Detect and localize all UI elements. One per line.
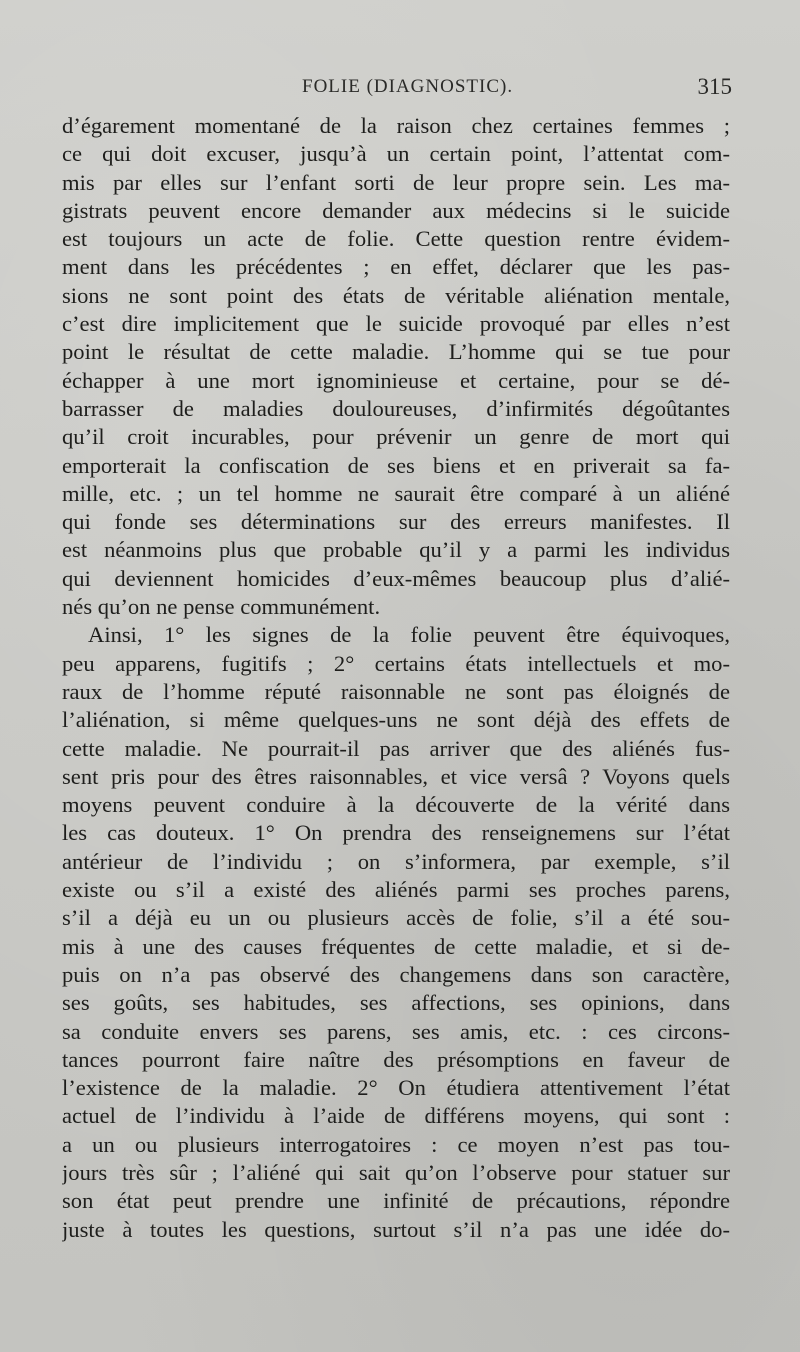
text-line: l’aliénation, si même quelques-uns ne sont déjà des effets de <box>62 707 730 733</box>
text-line: cette maladie. Ne pourrait-il pas arriver que des aliénés fus- <box>62 735 730 761</box>
paragraph-first-line: Ainsi, 1° les signes de la folie peuvent être équivoques, <box>88 622 730 648</box>
body-text <box>62 112 730 1244</box>
text-line: actuel de l’individu à l’aide de différens moyens, qui sont : <box>62 1103 730 1129</box>
text-line: mis à une des causes fréquentes de cette maladie, et si de- <box>62 933 730 959</box>
text-line: s’il a déjà eu un ou plusieurs accès de folie, s’il a été sou- <box>62 905 730 931</box>
text-line: a un ou plusieurs interrogatoires : ce moyen n’est pas tou- <box>62 1131 730 1157</box>
text-line: antérieur de l’individu ; on s’informera, par exemple, s’il <box>62 848 730 874</box>
text-line: tances pourront faire naître des présomptions en faveur de <box>62 1046 730 1072</box>
text-line: ce qui doit excuser, jusqu’à un certain point, l’attentat com- <box>62 141 730 167</box>
text-line: échapper à une mort ignominieuse et certaine, pour se dé- <box>62 367 730 393</box>
text-line: ses goûts, ses habitudes, ses affections, ses opinions, dans <box>62 990 730 1016</box>
text-line: point le résultat de cette maladie. L’homme qui se tue pour <box>62 339 730 365</box>
text-line: mis par elles sur l’enfant sorti de leur propre sein. Les ma- <box>62 169 730 195</box>
text-line: l’existence de la maladie. 2° On étudiera attentivement l’état <box>62 1075 730 1101</box>
page-number: 315 <box>697 74 732 99</box>
text-line: est toujours un acte de folie. Cette question rentre évidem- <box>62 226 730 252</box>
text-line: mille, etc. ; un tel homme ne saurait être comparé à un aliéné <box>62 480 730 506</box>
text-line: qui fonde ses déterminations sur des erreurs manifestes. Il <box>62 509 730 535</box>
text-line: est néanmoins plus que probable qu’il y a parmi les individus <box>62 537 730 563</box>
running-title: FOLIE (DIAGNOSTIC). <box>302 76 514 97</box>
text-line: existe ou s’il a existé des aliénés parmi ses proches parens, <box>62 877 730 903</box>
text-line: barrasser de maladies douloureuses, d’infirmités dégoûtantes <box>62 395 730 421</box>
text-line: ment dans les précédentes ; en effet, déclarer que les pas- <box>62 254 730 280</box>
text-line: juste à toutes les questions, surtout s’il n’a pas une idée do- <box>62 1216 730 1242</box>
text-line: emporterait la confiscation de ses biens et en priverait sa fa- <box>62 452 730 478</box>
text-line: qu’il croit incurables, pour prévenir un genre de mort qui <box>62 424 730 450</box>
text-line: peu apparens, fugitifs ; 2° certains états intellectuels et mo- <box>62 650 730 676</box>
text-line: sa conduite envers ses parens, ses amis, etc. : ces circons- <box>62 1018 730 1044</box>
text-line: gistrats peuvent encore demander aux médecins si le suicide <box>62 197 730 223</box>
text-line: puis on n’a pas observé des changemens dans son caractère, <box>62 961 730 987</box>
text-line: sions ne sont point des états de véritable aliénation mentale, <box>62 282 730 308</box>
text-line: les cas douteux. 1° On prendra des renseignemens sur l’état <box>62 820 730 846</box>
text-line: d’égarement momentané de la raison chez certaines femmes ; <box>62 113 730 138</box>
text-line: moyens peuvent conduire à la découverte de la vérité dans <box>62 792 730 818</box>
text-line: son état peut prendre une infinité de précautions, répondre <box>62 1188 730 1214</box>
text-line: qui deviennent homicides d’eux-mêmes beaucoup plus d’alié- <box>62 565 730 591</box>
text-line: raux de l’homme réputé raisonnable ne sont pas éloignés de <box>62 678 730 704</box>
paragraph-end-line: nés qu’on ne pense communément. <box>62 594 381 620</box>
text-line: jours très sûr ; l’aliéné qui sait qu’on l’observe pour statuer sur <box>62 1159 730 1185</box>
page-header <box>62 74 732 104</box>
text-line: c’est dire implicitement que le suicide provoqué par elles n’est <box>62 311 730 337</box>
text-line: sent pris pour des êtres raisonnables, et vice versâ ? Voyons quels <box>62 763 730 789</box>
